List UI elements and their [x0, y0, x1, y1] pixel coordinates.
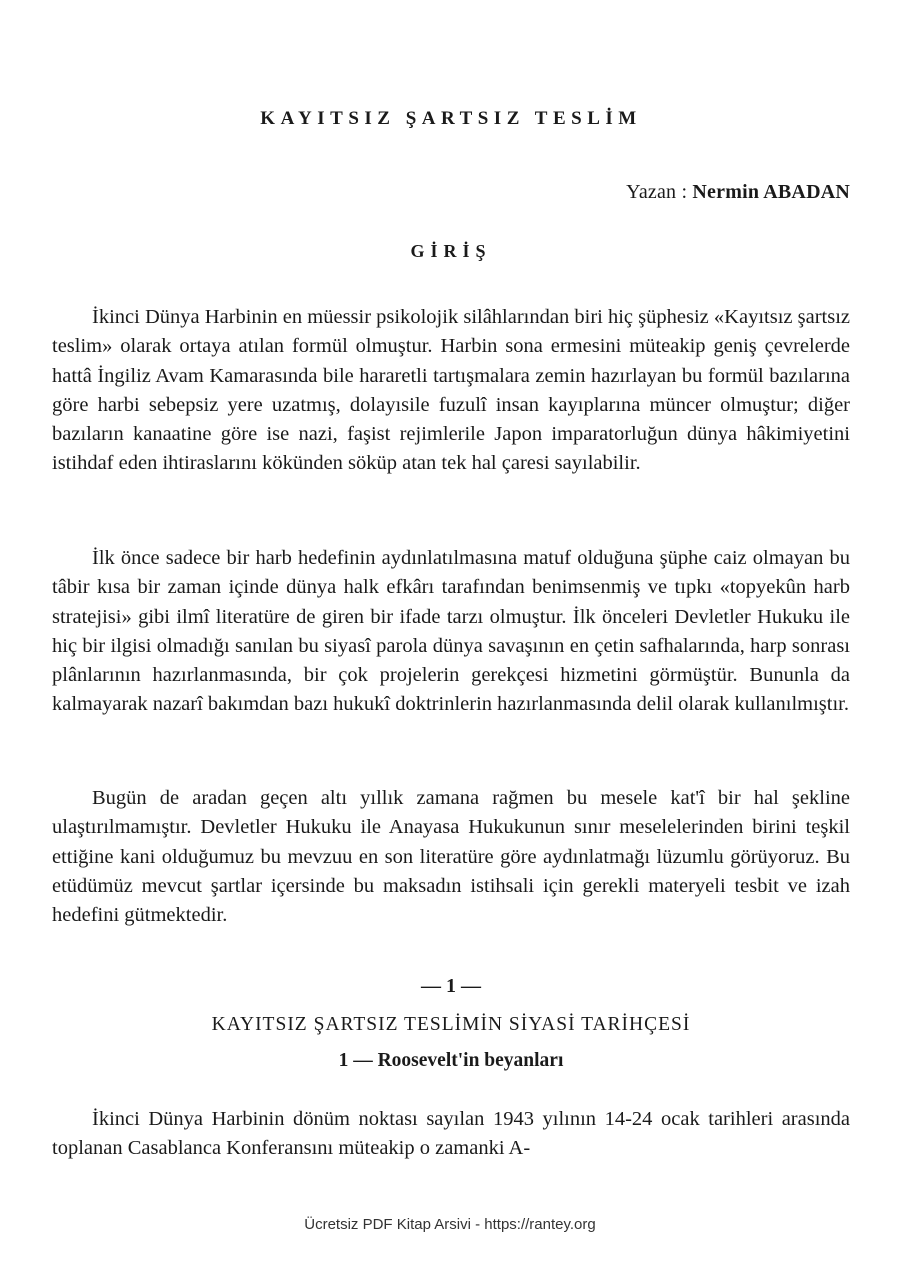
paragraph: İkinci Dünya Harbinin en müessir psikolojik silâhlarından biri hiç şüphesiz «Kayıtsız şartsız teslim» olarak ortaya atılan formül olmuştur. Harbin sona ermesini müteakip geniş çevrelerde hattâ İngiliz Avam Kamarasında bile hararetli tartışmalara zemin hazırlayan bu formül bazılarına göre harbi sebepsiz yere uzatmış, dolayısile fuzulî insan kayıplarına müncer olmuştur; diğer bazıların kanaatine göre ise nazi, faşist rejimlerile Japon imparatorluğun dünya hâkimiyetini istihdaf eden ihtiraslarını kökünden söküp atan tek hal çaresi sayılabilir. — [52, 306, 850, 475]
document-page — [52, 0, 850, 1274]
document-title: KAYITSIZ ŞARTSIZ TESLİM — [260, 108, 642, 129]
paragraph-continued: İkinci Dünya Harbinin dönüm noktası sayılan 1943 yılının 14-24 ocak tarihleri arasında toplanan Casablanca Konferansını müteakip o zamanki A- — [52, 1108, 850, 1160]
byline-author: Nermin ABADAN — [692, 181, 850, 203]
paragraph: İlk önce sadece bir harb hedefinin aydınlatılmasına matuf olduğuna şüphe caiz olmayan bu tâbir kısa bir zaman içinde dünya halk efkârı tarafından benimsenmiş ve tıpkı «topyekûn harb stratejisi» gibi ilmî literatüre de giren bir ifade tarzı olmuştur. İlk önceleri Devletler Hukuku ile hiç bir ilgisi olmadığı sanılan bu siyasî parola dünya savaşının en çetin safhalarında, harp sonrası plânlarının hazırlanmasında, bir çok projelerin gerekçesi hizmetini görmüştür. Bununla da kalmayarak nazarî bakımdan bazı hukukî doktrinlerin hazırlanmasında delil olarak kullanılmıştır. — [52, 547, 850, 716]
intro-heading: GİRİŞ — [410, 241, 492, 261]
chapter-number: — 1 — — [421, 975, 481, 997]
byline — [626, 181, 850, 204]
chapter-title: KAYITSIZ ŞARTSIZ TESLİMİN SİYASİ TARİHÇESİ — [211, 1014, 691, 1035]
footer-watermark: Ücretsiz PDF Kitap Arsivi - https://rantey.org — [304, 1216, 596, 1233]
paragraph: Bugün de aradan geçen altı yıllık zamana rağmen bu mesele kat'î bir hal şekline ulaştırılmamıştır. Devletler Hukuku ile Anayasa Hukukunun sınır meselelerinden birini teşkil ettiğine kani olduğumuz bu mevzuu en son literatüre göre aydınlatmağı lüzumlu görüyoruz. Bu etüdümüz mevcut şartlar içersinde bu maksadın istihsali için gerekli materyeli tesbit ve izah hedefini gütmektedir. — [52, 787, 850, 927]
subsection-title: 1 — Roosevelt'in beyanları — [338, 1050, 564, 1071]
byline-prefix: Yazan : — [626, 181, 693, 203]
